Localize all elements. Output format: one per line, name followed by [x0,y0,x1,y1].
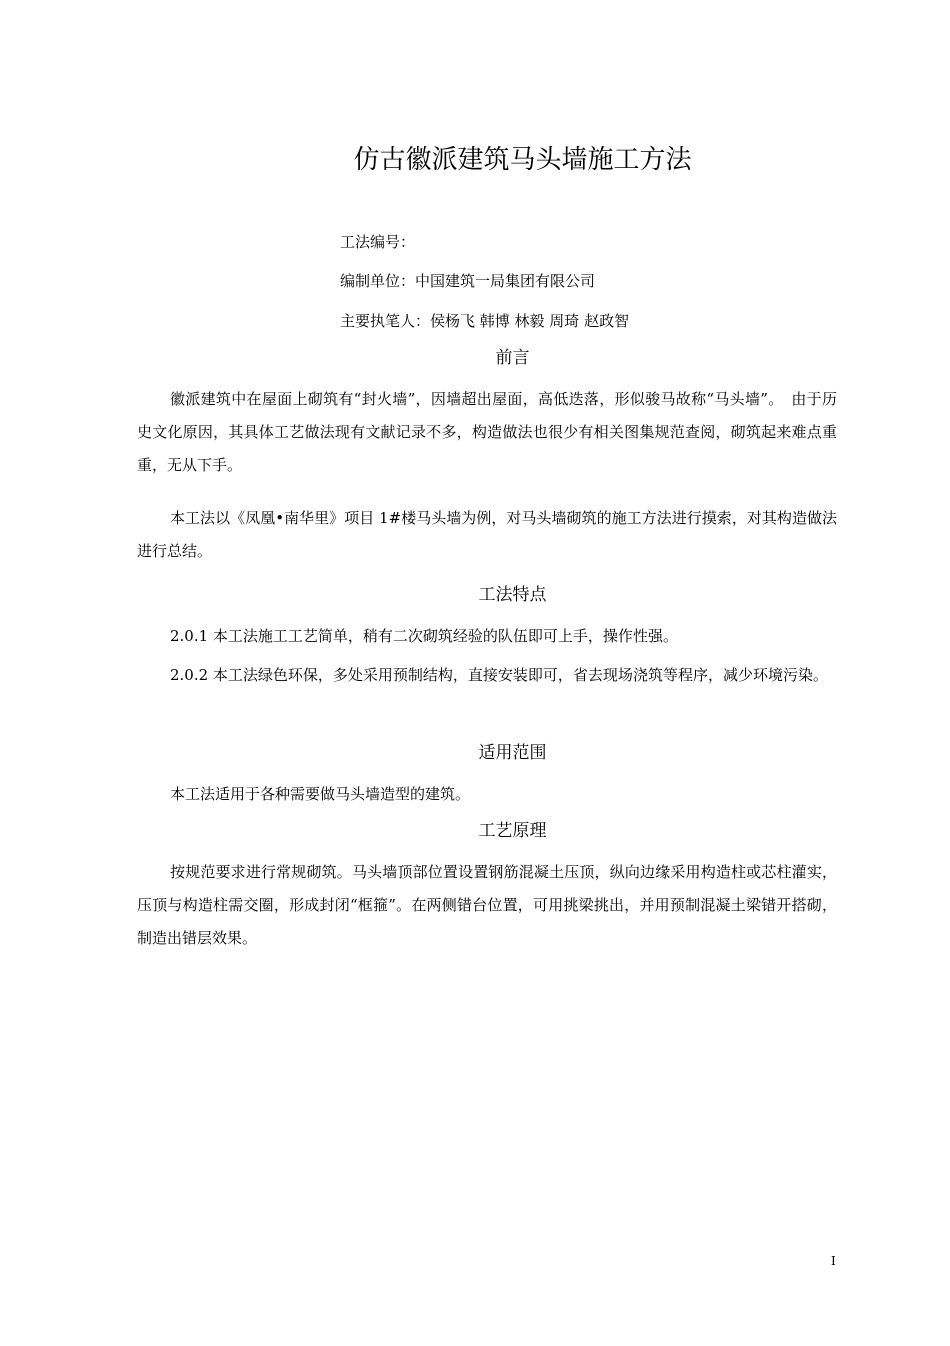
section-heading-principle: 工艺原理 [478,821,547,841]
method-code-line: 工法编号： [340,233,416,251]
document-title: 仿古徽派建筑马头墙施工方法 [353,145,692,175]
section-heading-features: 工法特点 [478,585,547,605]
main-authors-line: 主要执笔人：侯杨飞 韩博 林毅 周琦 赵政智 [340,312,630,330]
compiling-unit-line: 编制单位：中国建筑一局集团有限公司 [340,272,596,290]
features-paragraph-2: 2.0.2 本工法绿色环保，多处采用预制结构，直接安装即可，省去现场浇筑等程序，减少环境污染。 [170,666,828,684]
section-heading-scope: 适用范围 [478,743,547,763]
preface-paragraph-1: 徽派建筑中在屋面上砌筑有“封火墙”，因墙超出屋面，高低迭落，形似骏马故称“马头墙”。 由于历史文化原因，其具体工艺做法现有文献记录不多，构造做法也很少有相关图集规范查阅，砌筑起来难点重重，无从下手。 [137,390,837,474]
section-heading-preface: 前言 [495,348,530,368]
scope-paragraph-1: 本工法适用于各种需要做马头墙造型的建筑。 [170,785,471,803]
principle-paragraph-1: 按规范要求进行常规砌筑。马头墙顶部位置设置钢筋混凝土压顶，纵向边缘采用构造柱或芯柱灌实，压顶与构造柱需交圈，形成封闭“框箍”。在两侧错台位置，可用挑梁挑出，并用预制混凝土梁错开搭砌，制造出错层效果。 [137,863,837,947]
features-paragraph-1: 2.0.1 本工法施工工艺简单，稍有二次砌筑经验的队伍即可上手，操作性强。 [170,627,678,645]
page-number: I [831,1254,836,1268]
preface-paragraph-2: 本工法以《凤凰•南华里》项目 1#楼马头墙为例，对马头墙砌筑的施工方法进行摸索，对其构造做法进行总结。 [137,509,837,560]
